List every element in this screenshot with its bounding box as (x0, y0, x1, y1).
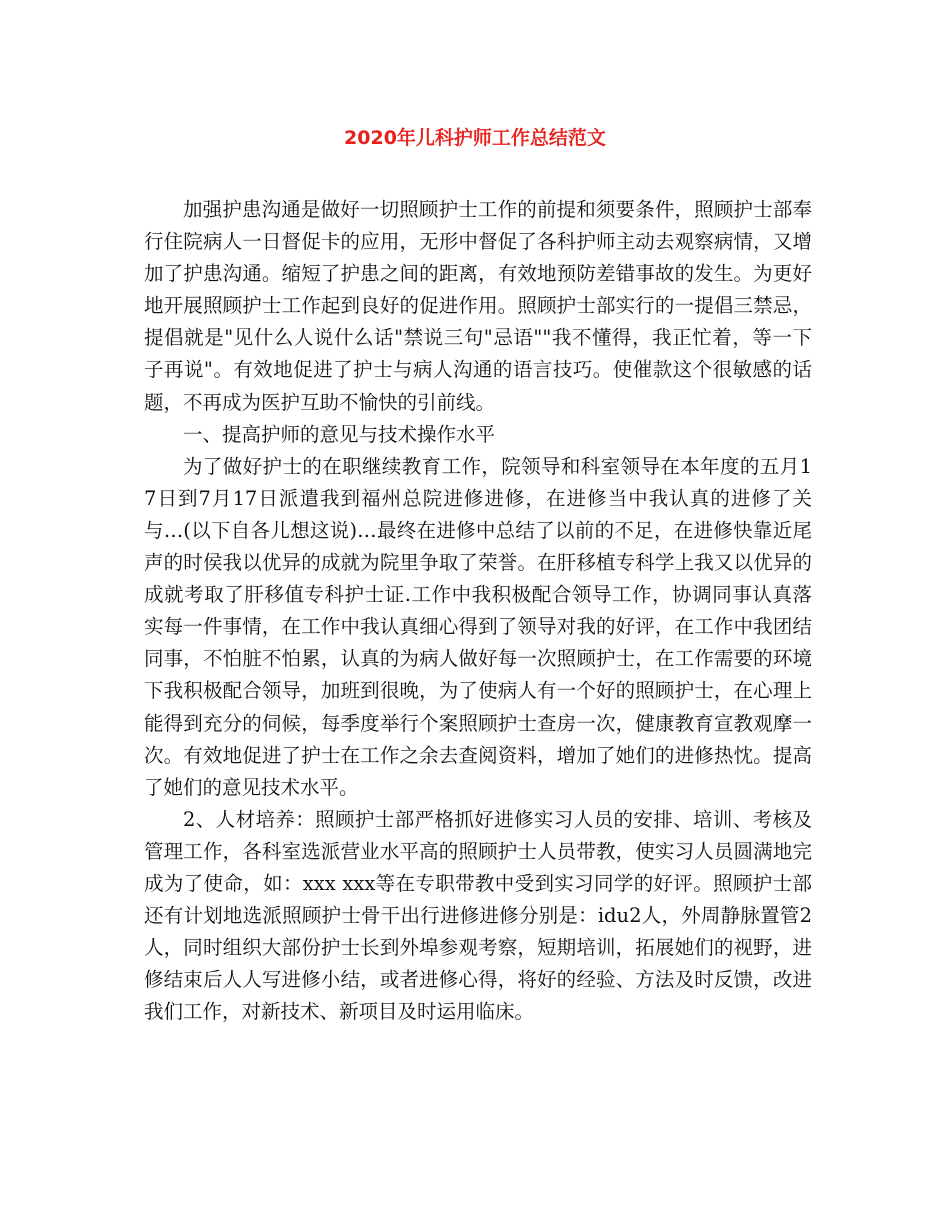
paragraph-continuing-education: 为了做好护士的在职继续教育工作，院领导和科室领导在本年度的五月17日到7月17日派遣我到福州总院进修进修，在进修当中我认真的进修了关与…(以下自各儿想这说)…最终在进修中总结了以前的不足，在进修快靠近尾声的时侯我以优异的成就为院里争取了荣誉。在肝移植专科学上我又以优异的成就考取了肝移值专科护士证.工作中我积极配合领导工作，协调同事认真落实每一件事情，在工作中我认真细心得到了领导对我的好评，在工作中我团结同事，不怕脏不怕累，认真的为病人做好每一次照顾护士，在工作需要的环境下我积极配合领导，加班到很晚，为了使病人有一个好的照顾护士，在心理上能得到充分的伺候，每季度举行个案照顾护士查房一次，健康教育宣教观摩一次。有效地促进了护士在工作之余去查阅资料，增加了她们的进修热忱。提高了她们的意见技术水平。 (144, 454, 812, 799)
paragraph-talent-training: 2、人材培养：照顾护士部严格抓好进修实习人员的安排、培训、考核及管理工作，各科室选派营业水平高的照顾护士人员带教，使实习人员圆满地完成为了使命，如：xxx xxx等在专职带教中受到实习同学的好评。照顾护士部还有计划地选派照顾护士骨干出行进修进修分别是：idu2人，外周静脉置管2人，同时组织大部份护士长到外埠参观考察，短期培训，拓展她们的视野，进修结束后人人写进修小结，或者进修心得，将好的经验、方法及时反馈，改进我们工作，对新技术、新项目及时运用临床。 (144, 807, 812, 1024)
paragraph-communication: 加强护患沟通是做好一切照顾护士工作的前提和须要条件，照顾护士部奉行住院病人一日督促卡的应用，无形中督促了各科护师主动去观察病情，又增加了护患沟通。缩短了护患之间的距离，有效地预防差错事故的发生。为更好地开展照顾护士工作起到良好的促进作用。照顾护士部实行的一提倡三禁忌，提倡就是"见什么人说什么话"禁说三句"忌语""我不懂得，我正忙着，等一下子再说"。有效地促进了护士与病人沟通的语言技巧。使催款这个很敏感的话题，不再成为医护互助不愉快的引前线。 (144, 198, 812, 414)
document-title: 2020年儿科护师工作总结范文 (344, 127, 606, 149)
document-body (144, 194, 812, 1028)
section-heading-improve-skills: 一、提高护师的意见与技术操作水平 (183, 422, 496, 446)
